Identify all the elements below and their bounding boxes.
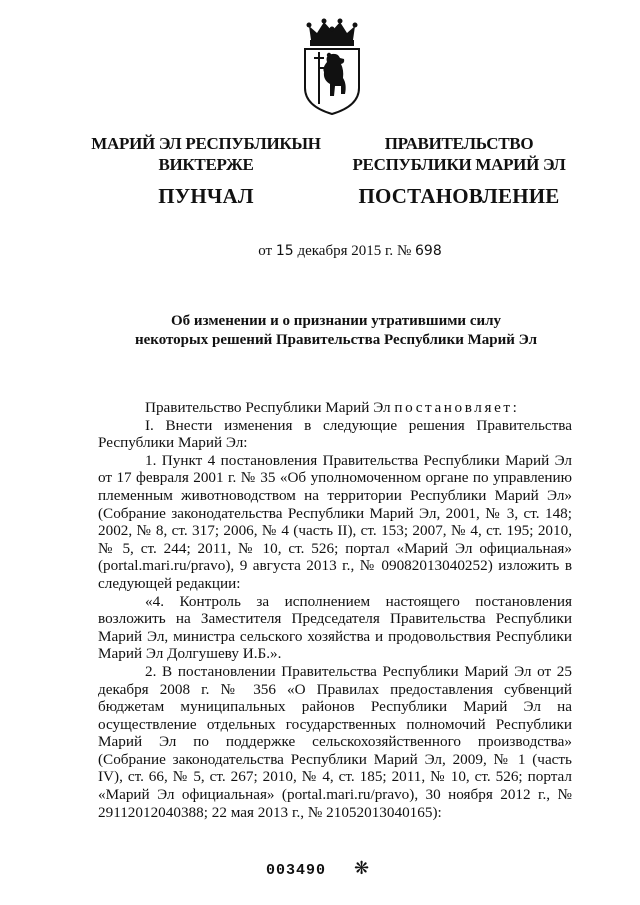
- paragraph-preamble: [98, 399, 572, 417]
- header-left: [88, 133, 324, 209]
- serial-number: 003490: [266, 862, 327, 879]
- document-title: [100, 312, 572, 350]
- title-line1: Об изменении и о признании утратившими силу: [170, 313, 502, 329]
- asterisk-mark-icon: ❋: [354, 858, 371, 879]
- date-prefix: от: [258, 243, 273, 259]
- paragraph-section-1: I. Внести изменения в следующие решения Правительства Республики Марий Эл:: [98, 416, 572, 452]
- coat-of-arms-emblem: [297, 18, 367, 116]
- header-right-doc-type: ПОСТАНОВЛЕНИЕ: [358, 184, 560, 208]
- paragraph-item-1: 1. Пункт 4 постановления Правительства Республики Марий Эл от 17 февраля 2001 г. № 35 «Об уполномоченном органе по управлению племенным животноводством на территории Республики Марий Эл» (Собрание законодательства Республики Марий Эл, 2001, № 3, ст. 148; 2002, № 8, ст. 317; 2006, № 4 (часть II), ст. 153; 2007, № 4, ст. 195; 2010, № 5, ст. 244; 2011, № 10, ст. 526; портал «Марий Эл официальная» (portal.mari.ru/pravo), 9 августа 2013 г., № 09082013040252) изложить в следующей редакции:: [98, 451, 572, 592]
- header-right-line1: ПРАВИТЕЛЬСТВО: [384, 134, 534, 153]
- title-line2: некоторых решений Правительства Республики Марий Эл: [134, 332, 538, 348]
- paragraph-item-2: 2. В постановлении Правительства Республики Марий Эл от 25 декабря 2008 г. № 356 «О Правилах предоставления субвенций бюджетам муниципальных районов Республики Марий Эл на осуществление отдельных государственных полномочий Республики Марий Эл по поддержке сельскохозяйственного производства» (Собрание законодательства Республики Марий Эл, 2009, № 1 (часть IV), ст. 66, № 5, ст. 267; 2010, № 4, ст. 185; 2011, № 10, ст. 526; портал «Марий Эл официальная» (portal.mari.ru/pravo), 30 ноября 2012 г., № 29112012040388; 22 мая 2013 г., № 21052013040165):: [98, 662, 572, 821]
- date-line: [0, 243, 640, 260]
- paragraph-item-1-text: «4. Контроль за исполнением настоящего постановления возложить на Заместителя Председателя Правительства Республики Марий Эл, министра сельского хозяйства и продовольствия Республики Марий Эл Долгушеву И.Б.».: [98, 592, 572, 663]
- footer-serial: [266, 858, 370, 879]
- header-left-line2: ВИКТЕРЖЕ: [158, 155, 254, 174]
- crown-icon: [307, 19, 358, 47]
- header-left-doc-type: ПУНЧАЛ: [158, 184, 254, 208]
- header-right-line2: РЕСПУБЛИКИ МАРИЙ ЭЛ: [352, 155, 566, 174]
- preamble-verb: постановляет:: [394, 399, 520, 416]
- header-right: [345, 133, 573, 209]
- date-month-year: декабря 2015 г.: [297, 243, 394, 259]
- number-label: №: [396, 243, 412, 259]
- preamble-text: Правительство Республики Марий Эл: [145, 399, 391, 416]
- document-body: [98, 399, 572, 821]
- document-number: 698: [415, 243, 442, 259]
- header-left-line1: МАРИЙ ЭЛ РЕСПУБЛИКЫН: [91, 134, 321, 153]
- date-day: 15: [275, 243, 294, 259]
